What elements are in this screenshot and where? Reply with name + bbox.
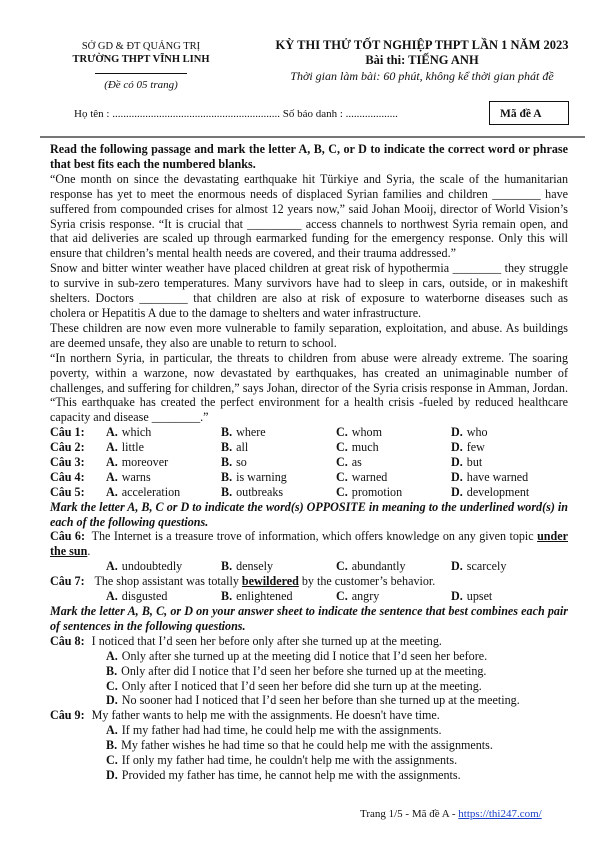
question-row-2 [50,440,568,455]
option-a[interactable]: A. Only after she turned up at the meeting did I notice that I’d seen her before. [106,648,488,663]
option-c[interactable]: C. Only after I noticed that I’d seen her before did she turn up at the meeting. [106,678,482,693]
option-b[interactable]: B. My father wishes he had time so that he could help me with the assignments. [106,738,493,753]
header-separator [40,136,585,138]
option-d[interactable]: D. have warned [451,469,529,484]
option-b[interactable]: B. enlightened [221,589,293,604]
question-label: Câu 2: [50,440,85,455]
option-d[interactable]: D. scarcely [451,559,507,574]
option-d[interactable]: D. few [451,440,485,455]
question-label: Câu 7: [50,574,85,589]
option-a[interactable]: A. which [106,425,152,440]
option-a[interactable]: A. disgusted [106,589,168,604]
question-label: Câu 1: [50,425,85,440]
option-c[interactable]: C. whom [336,425,382,440]
option-c[interactable]: C. abundantly [336,559,406,574]
option-a[interactable]: A. If my father had had time, he could help me with the assignments. [106,723,442,738]
question-label: Câu 8: [50,633,85,648]
option-b[interactable]: B. densely [221,559,274,574]
option-b[interactable]: B. where [221,425,266,440]
section2-instruction: Mark the letter A, B, C or D to indicate the word(s) OPPOSITE in meaning to the underlined word(s) in each of the following questions. [50,499,568,529]
section1-instruction: Read the following passage and mark the letter A, B, C, or D to indicate the correct word or phrase that best fits each the numbered blanks. [50,142,568,171]
candidate-info-line [74,108,398,120]
passage-paragraph: Snow and bitter winter weather have placed children at great risk of hypothermia ________ they struggle to survive in sub-zero temperatures. Many survivors have had to sleep in cars, outside, or in makeshift shelters. Doctors ________ that children are also at risk of exposure to waterborne diseases such as cholera or Hepatitis A due to the damage to shelters and water infrastructure. [50,261,568,320]
option-a[interactable]: A. moreover [106,455,169,469]
option-c[interactable]: C. promotion [336,484,403,499]
option-d[interactable]: D. development [451,484,530,499]
question-8-stem: Câu 8: I noticed that I’d seen her before only after she turned up at the meeting. [50,633,442,648]
option-c[interactable]: C. as [336,455,362,469]
section3-instruction: Mark the letter A, B, C, or D on your answer sheet to indicate the sentence that best combines each pair of sentences in the following questions. [50,603,568,633]
passage-paragraph: “In northern Syria, in particular, the threats to children from abuse were already extreme. The soaring poverty, within a warzone, now devastated by earthquakes, has created an unimaginable number of challenges, and suffering for children,” says Johan, director of the Syria crisis response in Amman, Jordan. “This earthquake has created the perfect environment for a health crisis -fueled by reduced healthcare capacity and disease ________.” [50,350,568,425]
option-d[interactable]: D. but [451,455,483,469]
exam-code-box: Mã đề A [489,101,569,125]
page-footer [360,808,542,820]
question-label: Câu 4: [50,469,85,484]
question-7-stem: Câu 7: The shop assistant was totally bewildered by the customer’s behavior. [50,574,436,589]
option-a[interactable]: A. acceleration [106,484,181,499]
underlined-word: bewildered [241,574,299,589]
question-6-stem: Câu 6: The Internet is a treasure trove of information, which offers knowledge on any given topic under the sun. [50,529,568,559]
exam-content [50,142,568,783]
name-field: Họ tên : ............................................................. [74,108,280,120]
school-name: TRƯỜNG THPT VĨNH LINH [72,54,210,65]
option-d[interactable]: D. No sooner had I noticed that I’d seen her before than she turned up at the meeting. [106,693,520,708]
question-row-5 [50,485,568,500]
exam-subject: Bài thi: TIẾNG ANH [365,53,479,67]
option-b[interactable]: B. so [221,455,247,469]
option-d[interactable]: D. Provided my father has time, he cannot help me with the assignments. [106,767,461,782]
header-divider [95,73,187,74]
option-d[interactable]: D. who [451,425,488,440]
option-c[interactable]: C. much [336,440,379,455]
option-b[interactable]: B. Only after did I notice that I’d seen her before she turned up at the meeting. [106,663,487,678]
question-label: Câu 6: [50,529,85,544]
option-d[interactable]: D. upset [451,589,493,604]
department-name: SỞ GD & ĐT QUẢNG TRỊ [81,41,201,52]
pages-note: (Đề có 05 trang) [104,79,178,91]
question-label: Câu 5: [50,484,85,499]
option-b[interactable]: B. outbreaks [221,484,284,499]
exam-header [262,38,582,84]
footer-text: Trang 1/5 - Mã đề A - [360,808,459,820]
option-a[interactable]: A. undoubtedly [106,559,183,574]
question-row-1 [50,425,568,440]
question-label: Câu 9: [50,708,85,723]
passage-paragraph: “One month on since the devastating earthquake hit Türkiye and Syria, the scale of the humanitarian response has yet to meet the enormous needs of displaced Syrian families and children ________ have suffered from compounded crises for almost 12 years now,” said Johan Mooij, director of World Vision’s Syria crisis response. “It is crucial that _________ access channels to northwest Syria remain open, and that aid deliveries are scaled up through earmarked funding for the emergency response. Only this will ensure that children’s mental health needs are covered, and their trauma addressed.” [50,171,568,261]
passage-paragraph: These children are now even more vulnerable to family separation, exploitation, and abuse. As buildings are deemed unsafe, they also are unable to return to school. [50,320,568,350]
exam-title: KỲ THI THỬ TỐT NGHIỆP THPT LẦN 1 NĂM 2023 [275,38,569,52]
option-a[interactable]: A. little [106,440,144,455]
option-a[interactable]: A. warns [106,469,151,484]
id-field: Số báo danh : ................... [282,108,398,120]
school-header [56,40,226,92]
option-b[interactable]: B. all [221,440,249,455]
question-row-3 [50,455,568,470]
question-9-stem: Câu 9: My father wants to help me with the assignments. He doesn't have time. [50,708,440,723]
option-c[interactable]: C. warned [336,469,388,484]
question-row-4 [50,470,568,485]
option-b[interactable]: B. is warning [221,469,287,484]
option-c[interactable]: C. If only my father had time, he couldn't help me with the assignments. [106,753,458,768]
option-c[interactable]: C. angry [336,589,380,604]
question-6-options [50,559,568,574]
footer-link[interactable]: https://thi247.com/ [458,808,542,820]
underlined-phrase: under the sun [50,529,568,559]
question-label: Câu 3: [50,455,85,469]
time-note: Thời gian làm bài: 60 phút, không kể thời gian phát đề [290,69,554,83]
question-7-options [50,589,568,604]
